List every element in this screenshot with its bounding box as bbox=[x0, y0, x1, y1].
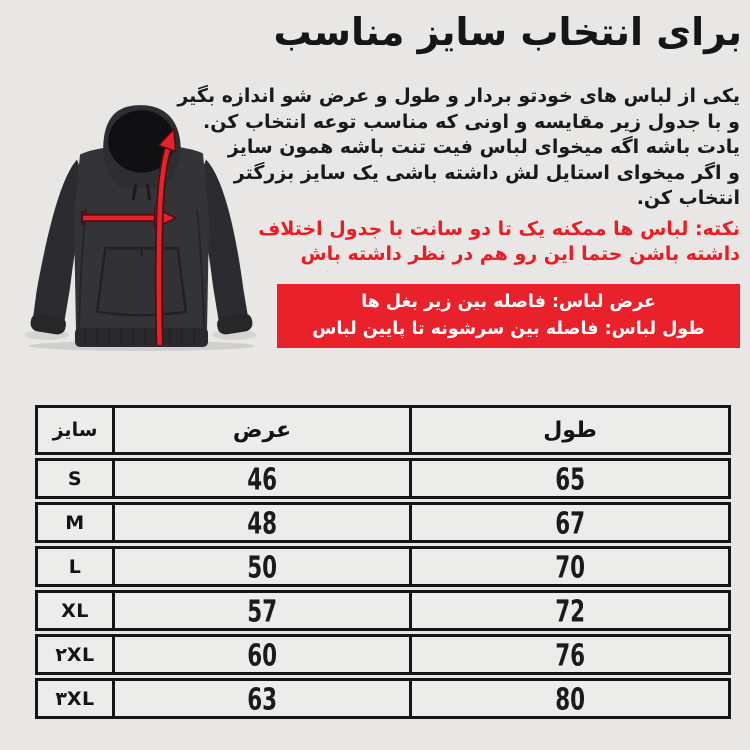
size-table bbox=[35, 405, 731, 719]
size-label-cell: ۳XL bbox=[38, 681, 115, 716]
size-label-cell: M bbox=[38, 505, 115, 540]
size-label-cell: L bbox=[38, 549, 115, 584]
length-definition: طول لباس: فاصله بین سرشونه تا پایین لباس bbox=[312, 319, 705, 339]
size-label-cell: S bbox=[38, 461, 115, 496]
table-row bbox=[35, 458, 731, 499]
table-row bbox=[35, 590, 731, 631]
width-value-cell: 48 bbox=[115, 505, 412, 540]
width-value-cell: 63 bbox=[115, 681, 412, 716]
note-line: داشته باشن حتما این رو هم در نظر داشته باش bbox=[300, 243, 740, 265]
width-definition: عرض لباس: فاصله بین زیر بغل ها bbox=[361, 292, 656, 312]
intro-line: و اگر میخوای استایل لش داشته باشی یک سایز بزرگتر bbox=[233, 161, 740, 184]
size-label-cell: ۲XL bbox=[38, 637, 115, 672]
intro-line: و با جدول زیر مقایسه و اونی که مناسب توعه انتخاب کن. bbox=[202, 110, 740, 133]
intro-line: یادت باشه اگه میخوای لباس فیت تنت باشه همون سایز bbox=[227, 136, 740, 158]
width-value-cell: 46 bbox=[115, 461, 412, 496]
note-line: نکته: لباس ها ممکنه یک تا دو سانت با جدول اختلاف bbox=[258, 217, 740, 240]
length-value-cell: 67 bbox=[555, 504, 585, 541]
header-cell-length: طول bbox=[543, 417, 597, 443]
table-row bbox=[35, 546, 731, 587]
size-label-cell: XL bbox=[38, 593, 115, 628]
width-value-cell: 57 bbox=[115, 593, 412, 628]
length-value-cell: 65 bbox=[555, 460, 585, 497]
intro-line: انتخاب کن. bbox=[636, 187, 740, 209]
header-cell-width: عرض bbox=[115, 408, 412, 452]
intro-line: یکی از لباس های خودتو بردار و طول و عرض شو اندازه بگیر bbox=[177, 85, 740, 107]
length-value-cell: 72 bbox=[555, 592, 585, 629]
header-cell-size: سایز bbox=[38, 408, 115, 452]
length-value-cell: 70 bbox=[555, 548, 585, 585]
hoodie-with-measurement-arrows-icon bbox=[18, 97, 266, 351]
width-value-cell: 60 bbox=[115, 637, 412, 672]
size-table-header-row bbox=[35, 405, 731, 455]
length-value-cell: 76 bbox=[555, 636, 585, 673]
length-value-cell: 80 bbox=[555, 680, 585, 717]
table-row bbox=[35, 634, 731, 675]
table-row bbox=[35, 678, 731, 719]
table-row bbox=[35, 502, 731, 543]
page-title: برای انتخاب سایز مناسب bbox=[273, 10, 742, 54]
width-value-cell: 50 bbox=[115, 549, 412, 584]
measurement-legend-box bbox=[277, 284, 740, 348]
